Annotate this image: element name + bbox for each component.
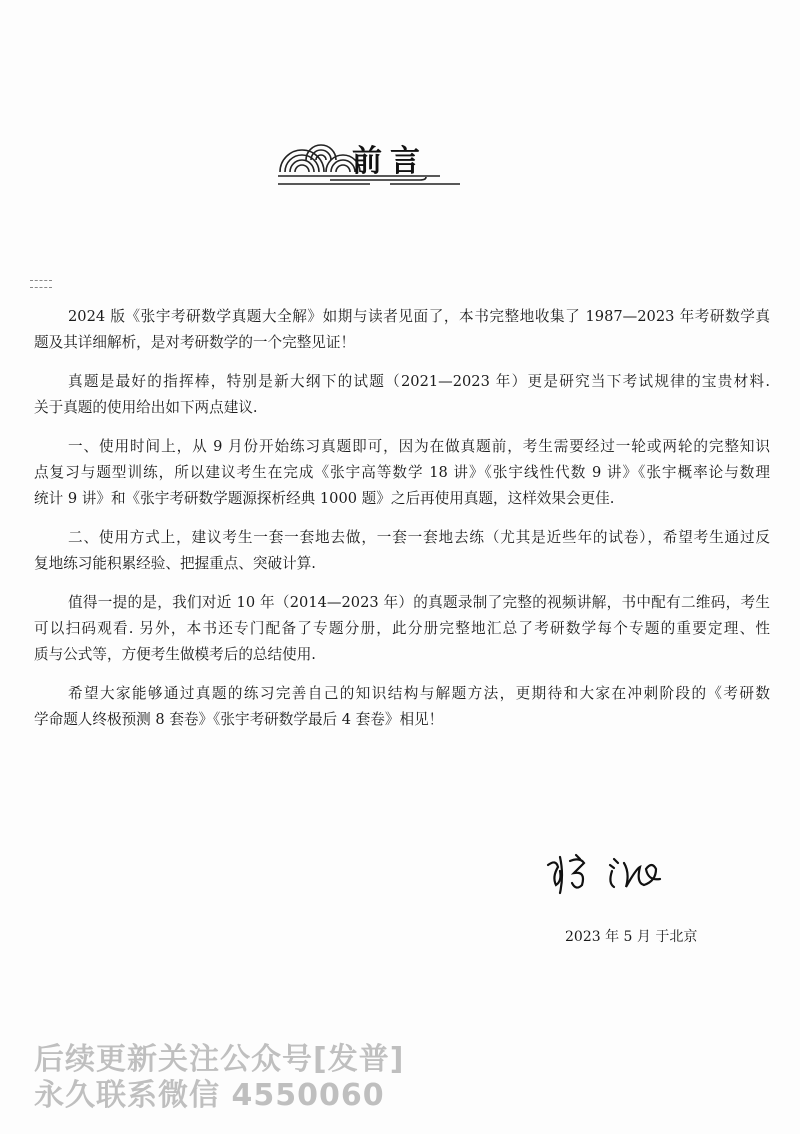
text-line: 2024 版《张宇考研数学真题大全解》如期与读者见面了，本书完整地收集了 1987—2023 年考研数学真 bbox=[68, 308, 770, 325]
text-line: 题及其详细解析，是对考研数学的一个完整见证！ bbox=[34, 334, 356, 351]
preface-heading bbox=[270, 132, 460, 192]
paragraph bbox=[34, 590, 770, 668]
text-line: 可以扫码观看. 另外，本书还专门配备了专题分册，此分册完整地汇总了考研数学每个专题的重要定理、性 bbox=[34, 620, 770, 637]
date-line: 2023 年 5 月 于北京 bbox=[565, 929, 698, 945]
text-line: 值得一提的是，我们对近 10 年（2014—2023 年）的真题录制了完整的视频讲解，书中配有二维码，考生 bbox=[68, 594, 770, 611]
preface-body bbox=[34, 304, 770, 746]
paragraph bbox=[34, 681, 770, 733]
author-signature bbox=[540, 845, 680, 905]
watermark-line-1: 后续更新关注公众号[发普] bbox=[34, 1042, 405, 1077]
paragraph bbox=[34, 525, 770, 577]
text-line: 真题是最好的指挥棒，特别是新大纲下的试题（2021—2023 年）更是研究当下考试规律的宝贵材料. bbox=[68, 373, 770, 390]
scan-mark bbox=[30, 280, 52, 288]
text-line: 统计 9 讲》和《张宇考研数学题源探析经典 1000 题》之后再使用真题，这样效果会更佳. bbox=[34, 490, 615, 507]
text-line: 一、使用时间上，从 9 月份开始练习真题即可，因为在做真题前，考生需要经过一轮或两轮的完整知识 bbox=[68, 438, 770, 455]
text-line: 学命题人终极预测 8 套卷》《张宇考研数学最后 4 套卷》相见！ bbox=[34, 711, 444, 728]
text-line: 复地练习能积累经验、把握重点、突破计算. bbox=[34, 555, 316, 572]
watermark-line-2: 永久联系微信 4550060 bbox=[34, 1078, 385, 1113]
text-line: 希望大家能够通过真题的练习完善自己的知识结构与解题方法，更期待和大家在冲刺阶段的《考研数 bbox=[68, 685, 770, 702]
text-line: 点复习与题型训练，所以建议考生在完成《张宇高等数学 18 讲》《张宇线性代数 9 讲》《张宇概率论与数理 bbox=[34, 464, 770, 481]
paragraph bbox=[34, 369, 770, 421]
text-line: 质与公式等，方便考生做模考后的总结使用. bbox=[34, 646, 316, 663]
text-line: 二、使用方式上，建议考生一套一套地去做，一套一套地去练（尤其是近些年的试卷），希望考生通过反 bbox=[68, 529, 770, 546]
paragraph bbox=[34, 434, 770, 512]
paragraph bbox=[34, 304, 770, 356]
page-title: 前言 bbox=[352, 144, 428, 179]
text-line: 关于真题的使用给出如下两点建议. bbox=[34, 399, 258, 416]
